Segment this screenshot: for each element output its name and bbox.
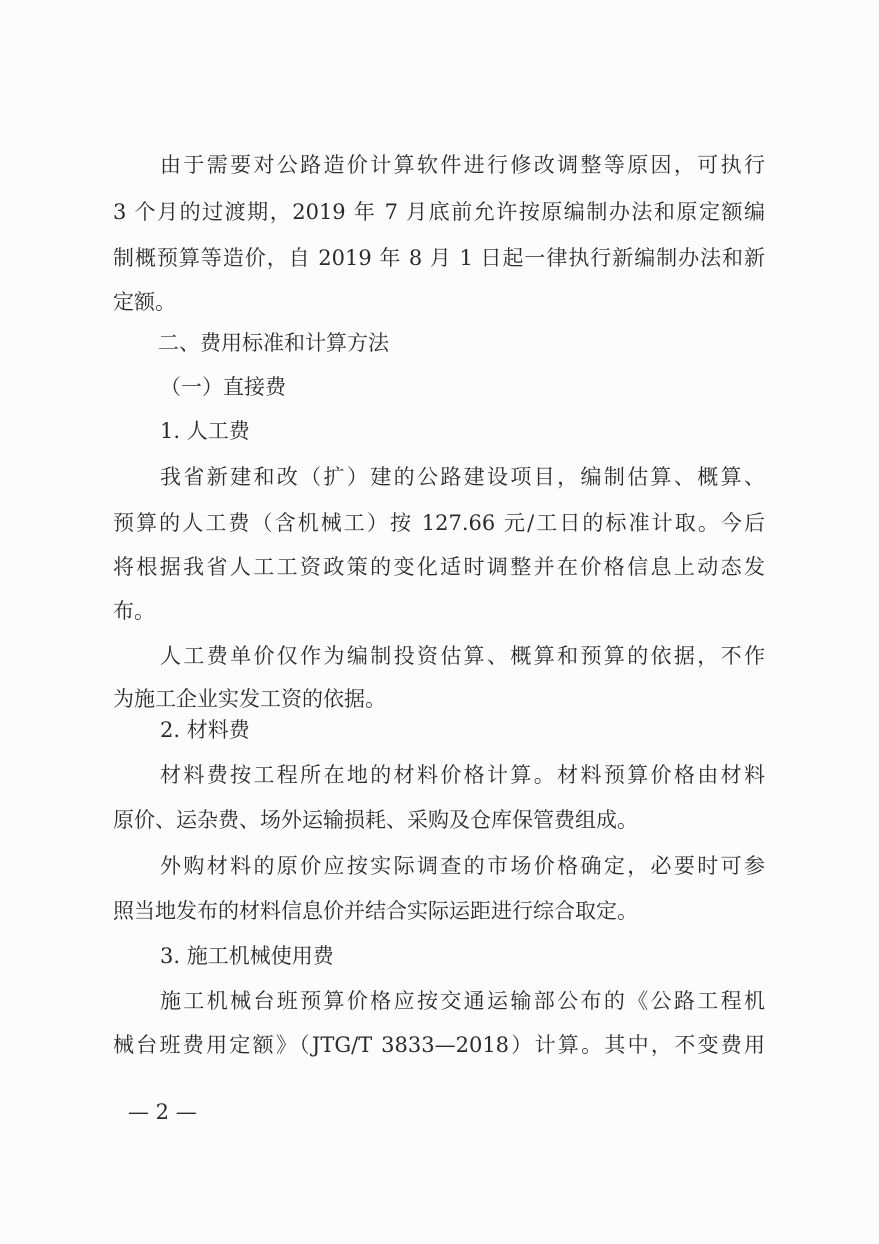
paragraph-line: 外购材料的原价应按实际调查的市场价格确定，必要时可参: [160, 854, 765, 878]
paragraph-line: 械台班费用定额》（JTG/T 3833—2018）计算。其中，不变费用: [113, 1033, 765, 1057]
page-number: — 2 —: [128, 1100, 197, 1124]
paragraph-line: 由于需要对公路造价计算软件进行修改调整等原因，可执行: [160, 153, 765, 177]
item-heading: 3. 施工机械使用费: [160, 944, 334, 968]
section-heading: 二、费用标准和计算方法: [158, 331, 389, 355]
paragraph-line: 3 个月的过渡期，2019 年 7 月底前允许按原编制办法和原定额编: [113, 200, 765, 224]
paragraph-line: 定额。: [113, 290, 176, 314]
paragraph-line: 我省新建和改（扩）建的公路建设项目，编制估算、概算、: [160, 465, 765, 489]
paragraph-line: 预算的人工费（含机械工）按 127.66 元/工日的标准计取。今后: [113, 511, 765, 535]
item-heading: 1. 人工费: [160, 419, 250, 443]
subsection-heading: （一）直接费: [160, 375, 286, 399]
paragraph-line: 为施工企业实发工资的依据。: [113, 687, 386, 711]
paragraph-line: 材料费按工程所在地的材料价格计算。材料预算价格由材料: [160, 763, 765, 787]
paragraph-line: 施工机械台班预算价格应按交通运输部公布的《公路工程机: [160, 989, 765, 1013]
paragraph-line: 人工费单价仅作为编制投资估算、概算和预算的依据，不作: [160, 644, 765, 668]
item-heading: 2. 材料费: [160, 718, 250, 742]
paragraph-line: 照当地发布的材料信息价并结合实际运距进行综合取定。: [113, 899, 638, 923]
paragraph-line: 原价、运杂费、场外运输损耗、采购及仓库保管费组成。: [113, 808, 638, 832]
paragraph-line: 制概预算等造价，自 2019 年 8 月 1 日起一律执行新编制办法和新: [113, 246, 765, 270]
paragraph-line: 将根据我省人工工资政策的变化适时调整并在价格信息上动态发: [113, 555, 765, 579]
paragraph-line: 布。: [113, 599, 155, 623]
